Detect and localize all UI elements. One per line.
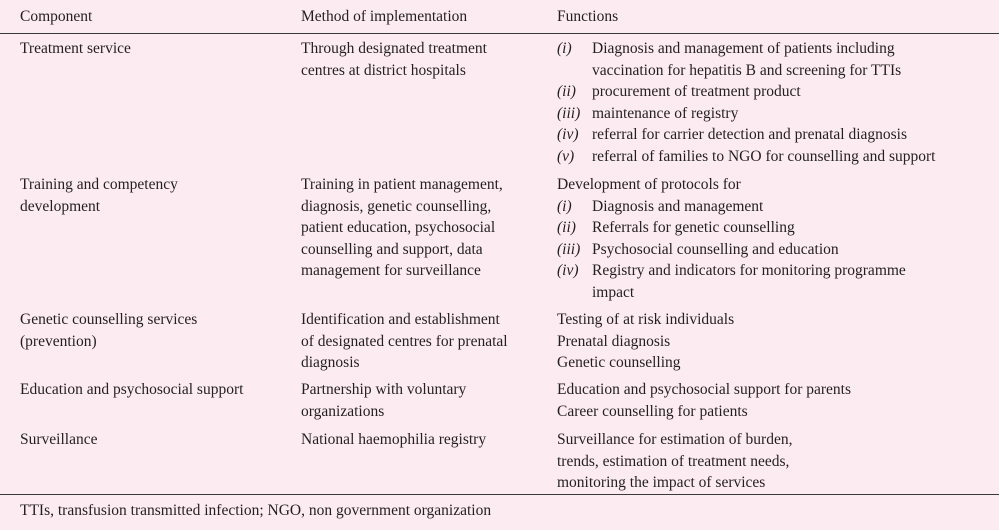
cell-text-line: centres at district hospitals — [301, 61, 466, 79]
function-list-item — [557, 260, 995, 303]
functions-cell — [557, 429, 995, 494]
list-item-text: maintenance of registry — [592, 104, 739, 122]
list-item-text: referral of families to NGO for counselling and support — [592, 147, 936, 165]
cell-text-line: Prenatal diagnosis — [557, 332, 671, 350]
function-list-item — [557, 217, 995, 239]
list-item-number: (i) — [557, 197, 572, 215]
functions-cell — [557, 309, 995, 374]
list-item-text: Referrals for genetic counselling — [592, 219, 795, 236]
list-item-text: vaccination for hepatitis B and screening for TTIs — [592, 61, 902, 79]
list-item-number: (ii) — [557, 83, 576, 100]
header-component: Component — [20, 8, 93, 25]
cell-text-line: Training and competency — [20, 176, 178, 193]
cell-text-line: diagnosis, genetic counselling, — [301, 197, 492, 215]
list-item-number: (iv) — [557, 262, 579, 279]
cell-text-line: (prevention) — [20, 332, 97, 350]
list-item-text: Diagnosis and management of patients including — [592, 40, 895, 57]
component-cell — [20, 174, 295, 217]
component-cell — [20, 429, 295, 451]
functions-cell — [557, 174, 995, 303]
function-list-item — [557, 103, 995, 125]
header-method: Method of implementation — [301, 8, 468, 25]
list-item-text: Psychosocial counselling and education — [592, 240, 839, 258]
functions-cell — [557, 379, 995, 422]
header-functions: Functions — [557, 8, 619, 25]
cell-text-line: National haemophilia registry — [301, 431, 487, 448]
list-item-text: Registry and indicators for monitoring programme — [592, 262, 906, 279]
list-item-number: (iii) — [557, 240, 581, 258]
method-cell — [301, 38, 551, 81]
cell-text-line: Genetic counselling services — [20, 311, 198, 328]
component-cell — [20, 309, 295, 352]
cell-text-line: Education and psychosocial support — [20, 381, 244, 398]
cell-text-line: Partnership with voluntary — [301, 381, 467, 398]
list-item-number: (iii) — [557, 104, 581, 122]
list-item-number: (i) — [557, 40, 572, 57]
table-footnote: TTIs, transfusion transmitted infection; NGO, non government organization — [20, 502, 492, 519]
cell-text-line: diagnosis — [301, 354, 360, 371]
cell-text-line: Identification and establishment — [301, 311, 500, 328]
cell-text-line: Surveillance — [20, 431, 98, 448]
functions-cell — [557, 38, 995, 167]
component-cell — [20, 38, 295, 60]
cell-text-line: patient education, psychosocial — [301, 219, 496, 236]
list-item-number: (v) — [557, 147, 575, 165]
cell-text-line: counselling and support, data — [301, 240, 483, 258]
list-item-text: referral for carrier detection and prenatal diagnosis — [592, 126, 908, 143]
function-list-item — [557, 81, 995, 103]
function-list-item — [557, 38, 995, 81]
method-cell — [301, 379, 551, 422]
cell-text-line: Training in patient management, — [301, 176, 503, 193]
function-list-item — [557, 196, 995, 218]
method-cell — [301, 309, 551, 374]
cell-text-line: of designated centres for prenatal — [301, 332, 508, 350]
list-item-text: impact — [592, 283, 635, 301]
function-list-item — [557, 146, 995, 168]
method-cell — [301, 429, 551, 451]
cell-text-line: Education and psychosocial support for parents — [557, 381, 851, 398]
list-item-text: Diagnosis and management — [592, 197, 764, 215]
cell-text-line: Career counselling for patients — [557, 402, 748, 420]
cell-text-line: Testing of at risk individuals — [557, 311, 735, 328]
cell-text-line: Genetic counselling — [557, 354, 681, 371]
component-cell — [20, 379, 295, 401]
cell-text-line: trends, estimation of treatment needs, — [557, 452, 790, 470]
cell-text-line: monitoring the impact of services — [557, 474, 766, 491]
cell-text-line: organizations — [301, 402, 385, 420]
cell-text-line: management for surveillance — [301, 262, 481, 279]
list-item-text: procurement of treatment product — [592, 83, 801, 100]
cell-text-line: development — [20, 197, 101, 215]
cell-text-line: Surveillance for estimation of burden, — [557, 431, 793, 448]
table-header-row — [0, 0, 999, 34]
table-bottom-rule — [0, 494, 999, 495]
cell-text-line: Development of protocols for — [557, 176, 741, 193]
function-list-item — [557, 124, 995, 146]
cell-text-line: Treatment service — [20, 40, 131, 57]
list-item-number: (iv) — [557, 126, 579, 143]
method-cell — [301, 174, 551, 282]
cell-text-line: Through designated treatment — [301, 40, 487, 57]
list-item-number: (ii) — [557, 219, 576, 236]
function-list-item — [557, 239, 995, 261]
